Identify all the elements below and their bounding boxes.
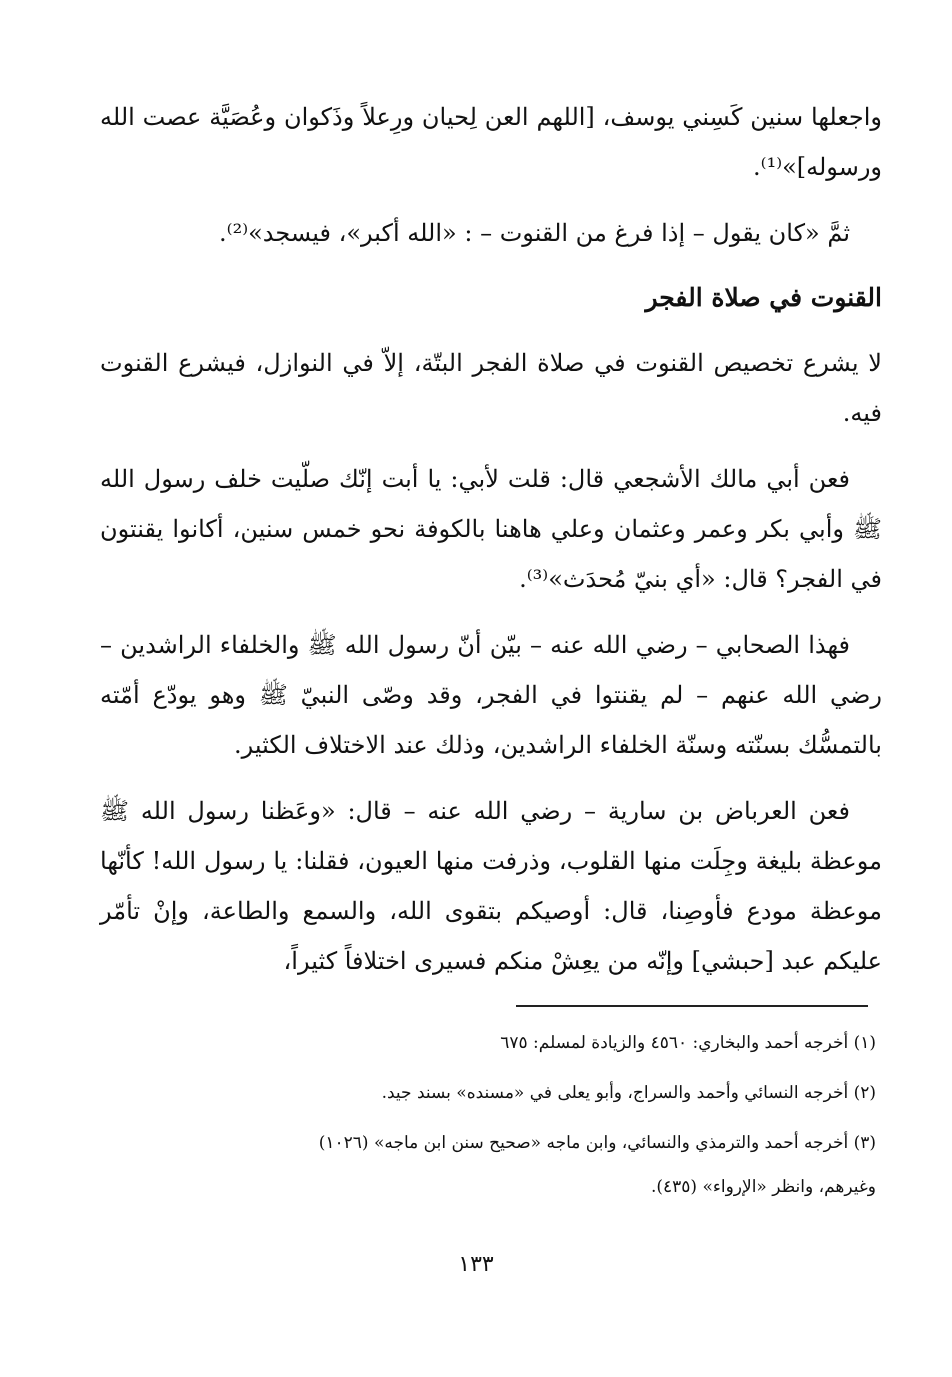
footnote-3: (٣) أخرجه أحمد والترمذي والنسائي، وابن ماجه «صحيح سنن ابن ماجه» (١٠٢٦) xyxy=(318,1133,876,1153)
paragraph-5: فهذا الصحابي – رضي الله عنه – بيّن أنّ رسول الله ﷺ والخلفاء الراشدين – رضي الله عنهم – لم يقنتوا في الفجر، وقد وصّى النبيّ ﷺ وهو يودّع أمّته بالتمسُّك بسنّته وسنّة الخلفاء الراشدين، وذلك عند الاختلاف الكثير. xyxy=(100,631,882,759)
paragraph-6: فعن العرباض بن سارية – رضي الله عنه – قال: «وعَظنا رسول الله ﷺ موعظة بليغة وجِلَت منها القلوب، وذرفت منها العيون، فقلنا: يا رسول الله! كأنّها موعظة مودع فأوصِنا، قال: أوصيكم بتقوى الله، والسمع والطاعة، وإنْ تأمّر عليكم عبد [حبشي] وإنّه من يعِشْ منكم فسيرى اختلافاً كثيراً، xyxy=(100,797,882,975)
paragraph-2: ثمَّ «كان يقول – إذا فرغ من القنوت – : «الله أكبر»، فيسجد»⁽²⁾. xyxy=(219,219,850,247)
paragraph-3: لا يشرع تخصيص القنوت في صلاة الفجر البتّة، إلاّ في النوازل، فيشرع القنوت فيه. xyxy=(100,349,882,427)
footnote-separator xyxy=(516,1005,868,1007)
paragraph-1: واجعلها سنين كَسِني يوسف، [اللهم العن لِحيان ورِعلاً وذَكوان وعُصَيَّة عصت الله ورسوله]»⁽¹⁾. xyxy=(100,103,882,181)
footnote-2: (٢) أخرجه النسائي وأحمد والسراج، وأبو يعلى في «مسنده» بسند جيد. xyxy=(381,1083,876,1103)
footnote-3-continuation: وغيرهم، وانظر «الإرواء» (٤٣٥). xyxy=(650,1177,876,1197)
paragraph-4: فعن أبي مالك الأشجعي قال: قلت لأبي: يا أبت إنّك صلّيت خلف رسول الله ﷺ وأبي بكر وعمر وعثمان وعلي هاهنا بالكوفة نحو خمس سنين، أكانوا يقنتون في الفجر؟ قال: «أي بنيّ مُحدَث»⁽³⁾. xyxy=(100,465,882,593)
footnote-1: (١) أخرجه أحمد والبخاري: ٤٥٦٠ والزيادة لمسلم: ٦٧٥ xyxy=(500,1033,876,1053)
main-text xyxy=(100,92,882,1002)
section-heading: القنوت في صلاة الفجر xyxy=(645,283,882,312)
page-number: ١٣٣ xyxy=(458,1252,494,1277)
footnotes xyxy=(96,1018,876,1212)
